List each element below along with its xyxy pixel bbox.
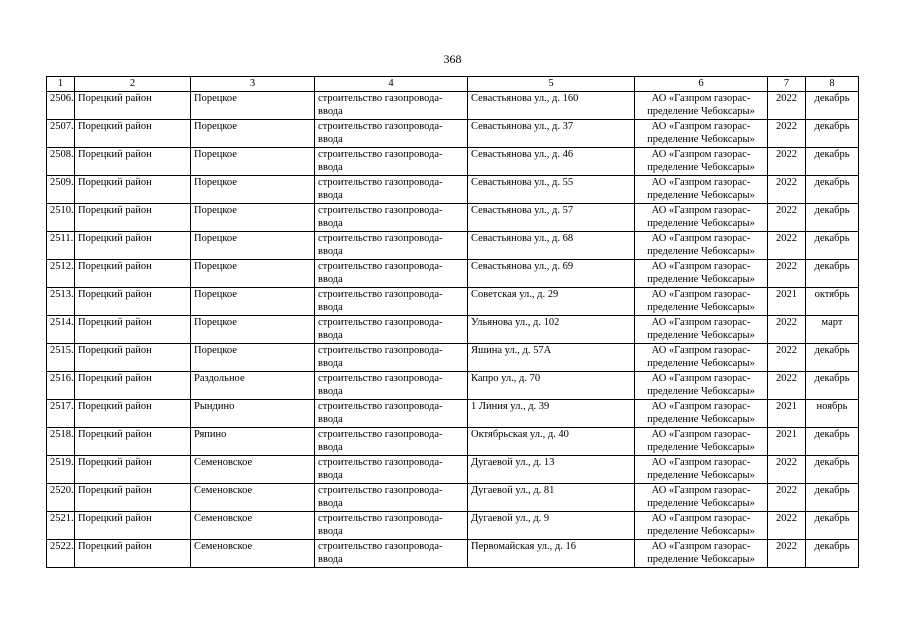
month-cell: октябрь <box>806 287 859 315</box>
year-cell: 2021 <box>768 287 806 315</box>
settlement-cell: Семеновское <box>191 539 315 567</box>
table-row <box>47 315 859 343</box>
organization-cell: АО «Газпром газорас-пределение Чебоксары» <box>635 371 768 399</box>
address-cell: Октябрьская ул., д. 40 <box>468 427 635 455</box>
district-cell: Порецкий район <box>75 539 191 567</box>
organization-cell: АО «Газпром газорас-пределение Чебоксары» <box>635 343 768 371</box>
table-row <box>47 343 859 371</box>
organization-cell: АО «Газпром газорас-пределение Чебоксары» <box>635 119 768 147</box>
work-type-cell: строительство газопровода-ввода <box>315 231 468 259</box>
address-cell: Севастьянова ул., д. 68 <box>468 231 635 259</box>
address-cell: Дугаевой ул., д. 9 <box>468 511 635 539</box>
district-cell: Порецкий район <box>75 427 191 455</box>
work-type-cell: строительство газопровода-ввода <box>315 287 468 315</box>
organization-cell: АО «Газпром газорас-пределение Чебоксары» <box>635 231 768 259</box>
organization-cell: АО «Газпром газорас-пределение Чебоксары» <box>635 287 768 315</box>
header-row <box>47 77 859 92</box>
district-cell: Порецкий район <box>75 259 191 287</box>
year-cell: 2022 <box>768 175 806 203</box>
organization-cell: АО «Газпром газорас-пределение Чебоксары» <box>635 427 768 455</box>
table-row <box>47 539 859 567</box>
row-number: 2518. <box>47 427 75 455</box>
column-header: 8 <box>806 77 859 92</box>
column-header: 3 <box>191 77 315 92</box>
month-cell: декабрь <box>806 175 859 203</box>
year-cell: 2022 <box>768 119 806 147</box>
organization-cell: АО «Газпром газорас-пределение Чебоксары» <box>635 259 768 287</box>
row-number: 2522. <box>47 539 75 567</box>
month-cell: декабрь <box>806 371 859 399</box>
year-cell: 2022 <box>768 455 806 483</box>
month-cell: декабрь <box>806 539 859 567</box>
month-cell: декабрь <box>806 231 859 259</box>
address-cell: Дугаевой ул., д. 13 <box>468 455 635 483</box>
work-type-cell: строительство газопровода-ввода <box>315 511 468 539</box>
settlement-cell: Порецкое <box>191 259 315 287</box>
settlement-cell: Порецкое <box>191 91 315 119</box>
work-type-cell: строительство газопровода-ввода <box>315 119 468 147</box>
work-type-cell: строительство газопровода-ввода <box>315 147 468 175</box>
month-cell: декабрь <box>806 203 859 231</box>
address-cell: 1 Линия ул., д. 39 <box>468 399 635 427</box>
work-type-cell: строительство газопровода-ввода <box>315 455 468 483</box>
table-row <box>47 483 859 511</box>
table-row <box>47 511 859 539</box>
district-cell: Порецкий район <box>75 231 191 259</box>
year-cell: 2022 <box>768 343 806 371</box>
month-cell: декабрь <box>806 259 859 287</box>
table-row <box>47 455 859 483</box>
district-cell: Порецкий район <box>75 483 191 511</box>
month-cell: декабрь <box>806 427 859 455</box>
address-cell: Севастьянова ул., д. 46 <box>468 147 635 175</box>
address-cell: Первомайская ул., д. 16 <box>468 539 635 567</box>
column-header: 4 <box>315 77 468 92</box>
table-row <box>47 287 859 315</box>
work-type-cell: строительство газопровода-ввода <box>315 315 468 343</box>
work-type-cell: строительство газопровода-ввода <box>315 91 468 119</box>
month-cell: март <box>806 315 859 343</box>
settlement-cell: Семеновское <box>191 455 315 483</box>
address-cell: Яшина ул., д. 57А <box>468 343 635 371</box>
row-number: 2514. <box>47 315 75 343</box>
work-type-cell: строительство газопровода-ввода <box>315 203 468 231</box>
organization-cell: АО «Газпром газорас-пределение Чебоксары» <box>635 539 768 567</box>
work-type-cell: строительство газопровода-ввода <box>315 399 468 427</box>
organization-cell: АО «Газпром газорас-пределение Чебоксары» <box>635 511 768 539</box>
column-header: 1 <box>47 77 75 92</box>
column-header: 5 <box>468 77 635 92</box>
work-type-cell: строительство газопровода-ввода <box>315 259 468 287</box>
year-cell: 2022 <box>768 91 806 119</box>
table-row <box>47 427 859 455</box>
year-cell: 2022 <box>768 371 806 399</box>
district-cell: Порецкий район <box>75 175 191 203</box>
row-number: 2510. <box>47 203 75 231</box>
organization-cell: АО «Газпром газорас-пределение Чебоксары» <box>635 483 768 511</box>
month-cell: декабрь <box>806 91 859 119</box>
table-row <box>47 91 859 119</box>
row-number: 2519. <box>47 455 75 483</box>
settlement-cell: Порецкое <box>191 343 315 371</box>
settlement-cell: Порецкое <box>191 315 315 343</box>
address-cell: Севастьянова ул., д. 57 <box>468 203 635 231</box>
district-cell: Порецкий район <box>75 511 191 539</box>
year-cell: 2021 <box>768 427 806 455</box>
work-type-cell: строительство газопровода-ввода <box>315 371 468 399</box>
year-cell: 2022 <box>768 147 806 175</box>
row-number: 2515. <box>47 343 75 371</box>
table-row <box>47 119 859 147</box>
column-header: 6 <box>635 77 768 92</box>
column-header: 7 <box>768 77 806 92</box>
table-row <box>47 175 859 203</box>
table-row <box>47 399 859 427</box>
year-cell: 2022 <box>768 539 806 567</box>
row-number: 2507. <box>47 119 75 147</box>
settlement-cell: Семеновское <box>191 511 315 539</box>
year-cell: 2022 <box>768 259 806 287</box>
organization-cell: АО «Газпром газорас-пределение Чебоксары» <box>635 147 768 175</box>
table-row <box>47 259 859 287</box>
page-number: 368 <box>443 52 462 66</box>
row-number: 2520. <box>47 483 75 511</box>
district-cell: Порецкий район <box>75 315 191 343</box>
address-cell: Дугаевой ул., д. 81 <box>468 483 635 511</box>
district-cell: Порецкий район <box>75 343 191 371</box>
year-cell: 2022 <box>768 315 806 343</box>
district-cell: Порецкий район <box>75 455 191 483</box>
row-number: 2512. <box>47 259 75 287</box>
settlement-cell: Раздольное <box>191 371 315 399</box>
row-number: 2521. <box>47 511 75 539</box>
month-cell: декабрь <box>806 343 859 371</box>
table-row <box>47 371 859 399</box>
settlement-cell: Порецкое <box>191 287 315 315</box>
address-cell: Севастьянова ул., д. 55 <box>468 175 635 203</box>
address-cell: Севастьянова ул., д. 69 <box>468 259 635 287</box>
organization-cell: АО «Газпром газорас-пределение Чебоксары» <box>635 315 768 343</box>
row-number: 2506. <box>47 91 75 119</box>
district-cell: Порецкий район <box>75 371 191 399</box>
row-number: 2508. <box>47 147 75 175</box>
organization-cell: АО «Газпром газорас-пределение Чебоксары» <box>635 203 768 231</box>
month-cell: декабрь <box>806 119 859 147</box>
organization-cell: АО «Газпром газорас-пределение Чебоксары» <box>635 455 768 483</box>
work-type-cell: строительство газопровода-ввода <box>315 343 468 371</box>
row-number: 2509. <box>47 175 75 203</box>
address-cell: Севастьянова ул., д. 160 <box>468 91 635 119</box>
year-cell: 2022 <box>768 231 806 259</box>
settlement-cell: Порецкое <box>191 203 315 231</box>
settlement-cell: Рындино <box>191 399 315 427</box>
district-cell: Порецкий район <box>75 91 191 119</box>
organization-cell: АО «Газпром газорас-пределение Чебоксары» <box>635 91 768 119</box>
settlement-cell: Порецкое <box>191 231 315 259</box>
settlement-cell: Семеновское <box>191 483 315 511</box>
year-cell: 2022 <box>768 483 806 511</box>
row-number: 2511. <box>47 231 75 259</box>
year-cell: 2021 <box>768 399 806 427</box>
address-cell: Севастьянова ул., д. 37 <box>468 119 635 147</box>
work-type-cell: строительство газопровода-ввода <box>315 539 468 567</box>
district-cell: Порецкий район <box>75 147 191 175</box>
month-cell: ноябрь <box>806 399 859 427</box>
month-cell: декабрь <box>806 483 859 511</box>
district-cell: Порецкий район <box>75 399 191 427</box>
address-cell: Ульянова ул., д. 102 <box>468 315 635 343</box>
data-table <box>46 76 859 568</box>
organization-cell: АО «Газпром газорас-пределение Чебоксары» <box>635 175 768 203</box>
month-cell: декабрь <box>806 511 859 539</box>
table-row <box>47 203 859 231</box>
row-number: 2513. <box>47 287 75 315</box>
work-type-cell: строительство газопровода-ввода <box>315 427 468 455</box>
table-row <box>47 231 859 259</box>
column-header: 2 <box>75 77 191 92</box>
month-cell: декабрь <box>806 147 859 175</box>
address-cell: Капро ул., д. 70 <box>468 371 635 399</box>
row-number: 2517. <box>47 399 75 427</box>
settlement-cell: Порецкое <box>191 147 315 175</box>
row-number: 2516. <box>47 371 75 399</box>
year-cell: 2022 <box>768 203 806 231</box>
district-cell: Порецкий район <box>75 203 191 231</box>
year-cell: 2022 <box>768 511 806 539</box>
settlement-cell: Порецкое <box>191 119 315 147</box>
organization-cell: АО «Газпром газорас-пределение Чебоксары» <box>635 399 768 427</box>
district-cell: Порецкий район <box>75 119 191 147</box>
address-cell: Советская ул., д. 29 <box>468 287 635 315</box>
settlement-cell: Ряпино <box>191 427 315 455</box>
settlement-cell: Порецкое <box>191 175 315 203</box>
month-cell: декабрь <box>806 455 859 483</box>
district-cell: Порецкий район <box>75 287 191 315</box>
table-row <box>47 147 859 175</box>
work-type-cell: строительство газопровода-ввода <box>315 175 468 203</box>
work-type-cell: строительство газопровода-ввода <box>315 483 468 511</box>
